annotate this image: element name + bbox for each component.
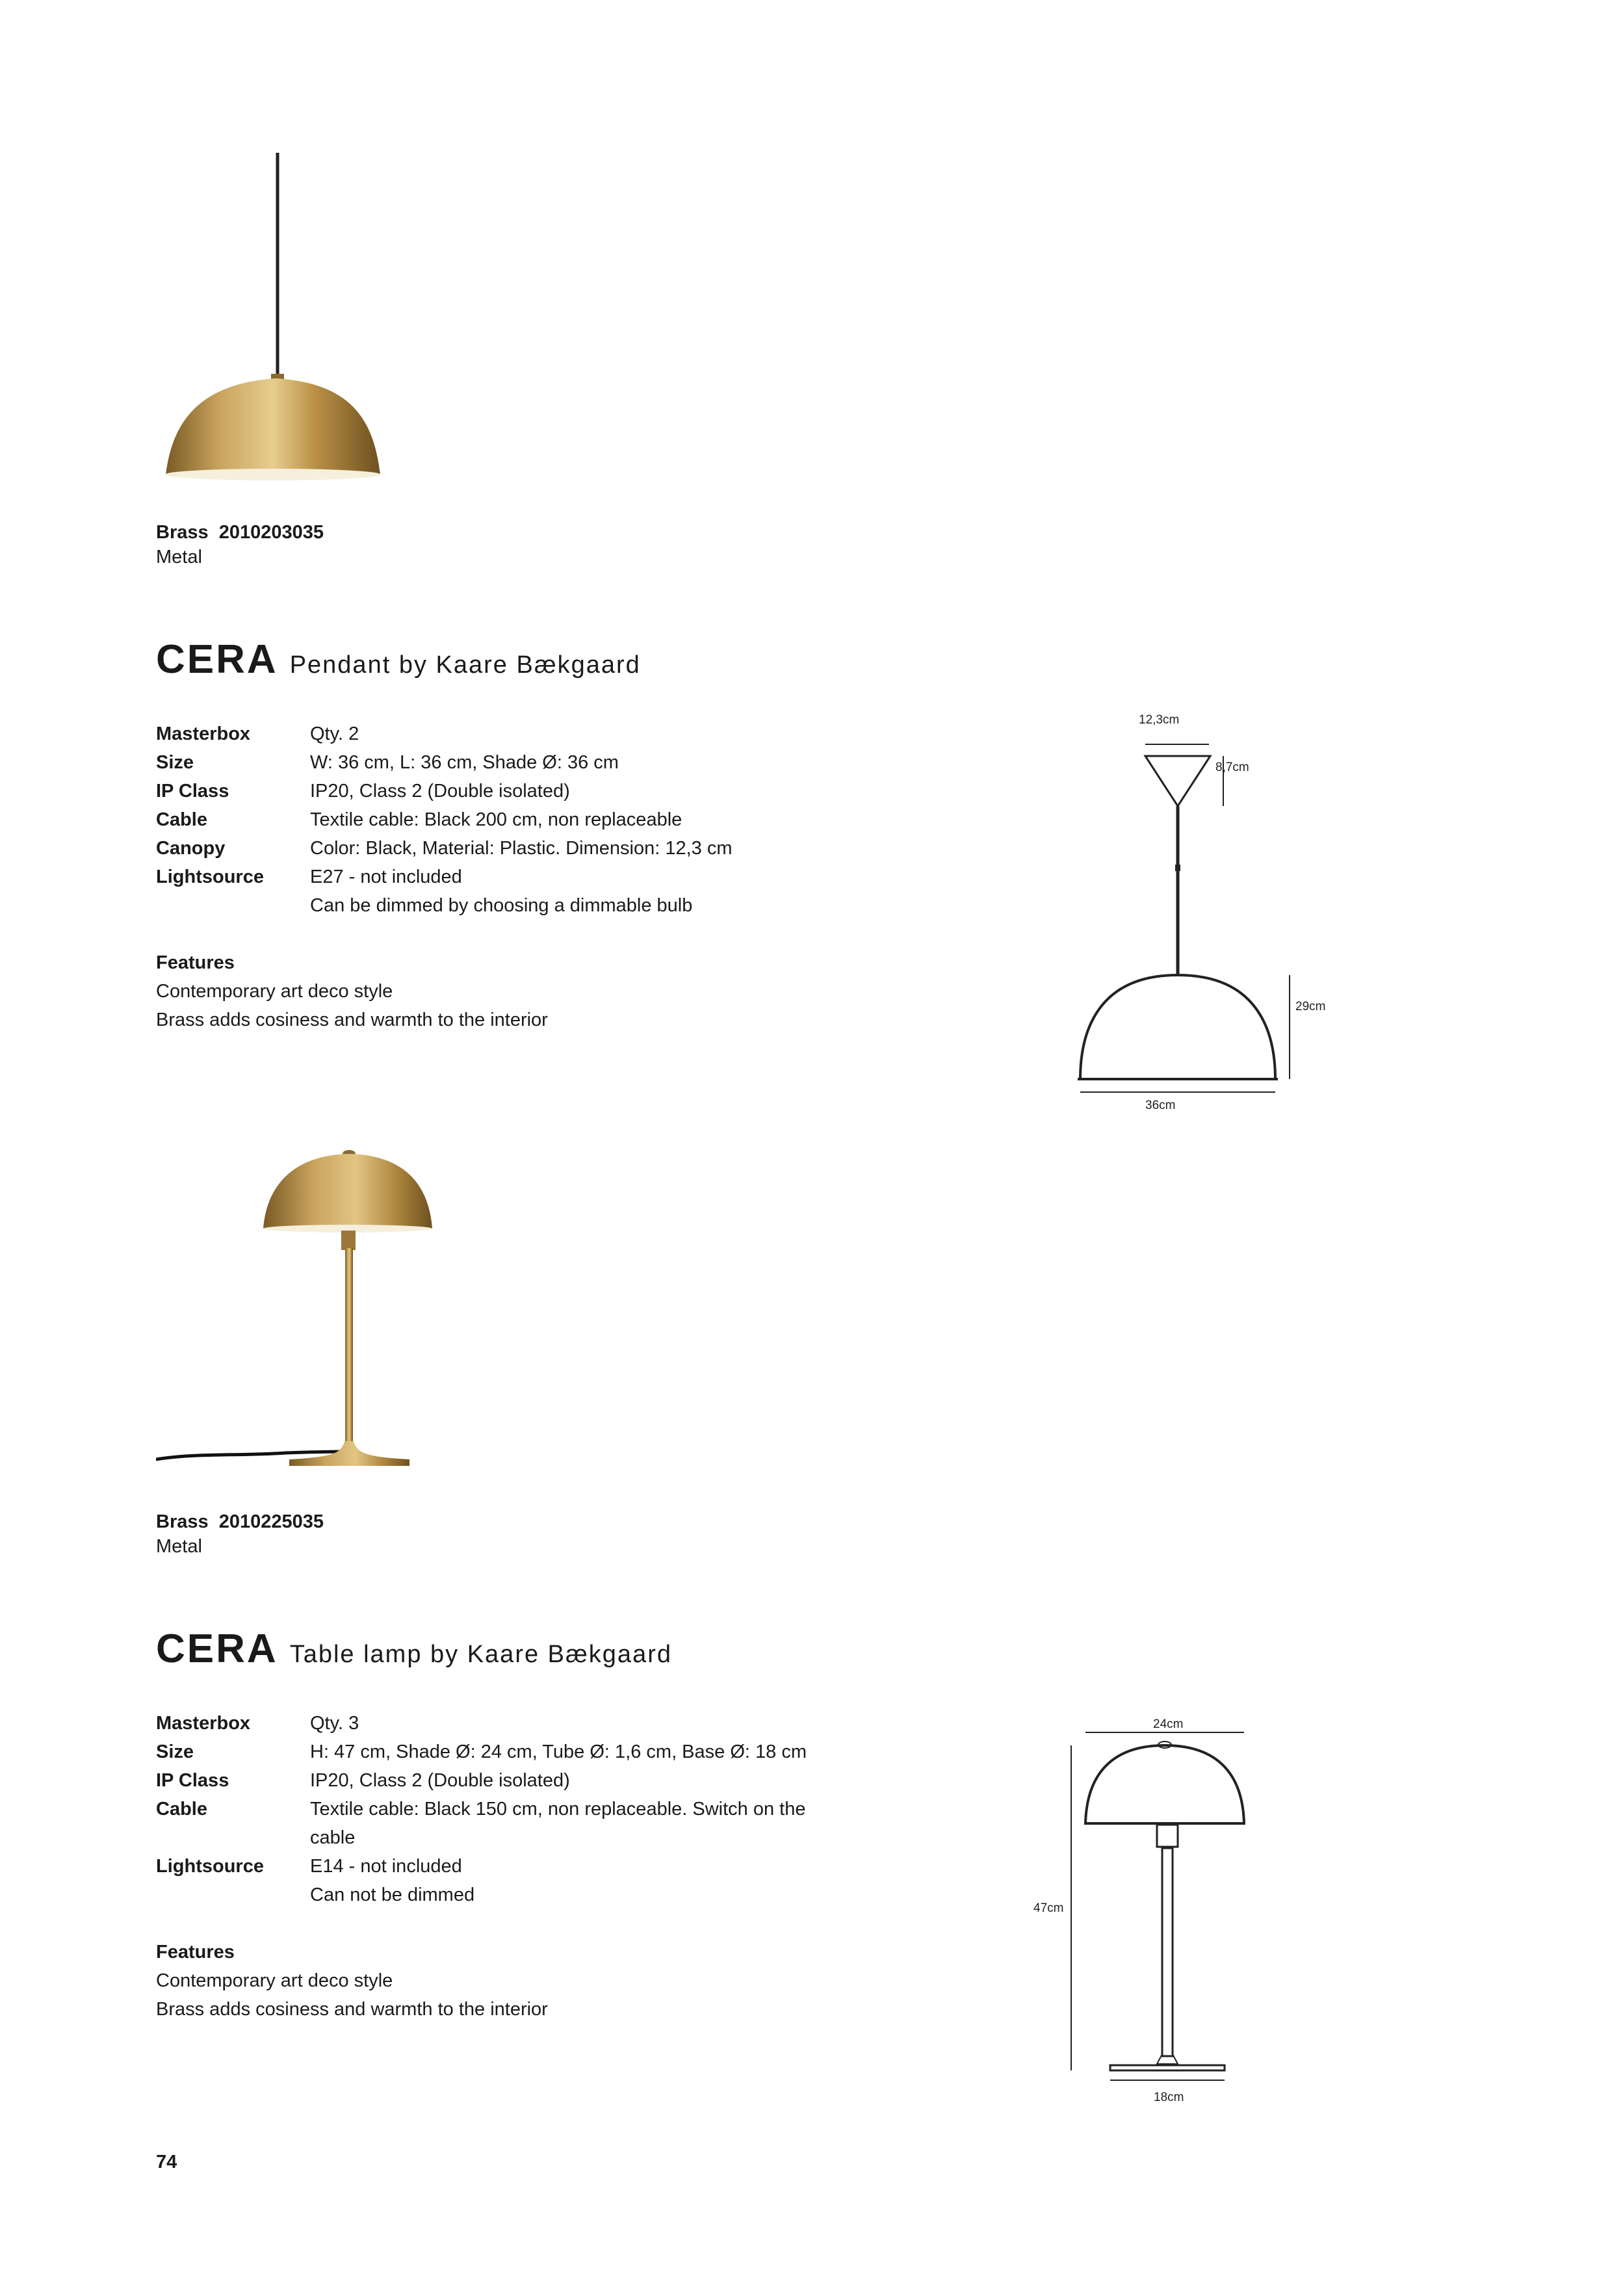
spec-value: Can not be dimmed xyxy=(310,1885,475,1905)
pendant-product-name: CERA xyxy=(156,637,278,682)
spec-value: Color: Black, Material: Plastic. Dimension: 12,3 cm xyxy=(310,838,733,859)
table-title xyxy=(156,1626,672,1677)
feature-item: Brass adds cosiness and warmth to the interior xyxy=(156,1999,548,2020)
pendant-variant-material: Metal xyxy=(156,547,202,567)
features-heading: Features xyxy=(156,1942,235,1963)
spec-value: E27 - not included xyxy=(310,867,462,887)
pendant-variant-color: Brass xyxy=(156,522,209,543)
feature-item: Contemporary art deco style xyxy=(156,981,393,1002)
spec-label: Cable xyxy=(156,809,207,830)
spec-label: Size xyxy=(156,1742,194,1762)
pendant-title xyxy=(156,637,641,688)
spec-value: Textile cable: Black 150 cm, non replaceable. Switch on the cable xyxy=(310,1799,806,1848)
dim-canopy-height: 8,7cm xyxy=(1215,761,1249,774)
table-variant xyxy=(156,1509,324,1559)
table-product-subtitle: Table lamp by Kaare Bækgaard xyxy=(289,1641,672,1668)
page-number: 74 xyxy=(156,2152,177,2172)
pendant-features xyxy=(156,948,548,1034)
table-variant-code: 2010225035 xyxy=(218,1511,324,1532)
spec-label: Lightsource xyxy=(156,867,264,887)
table-lamp-product-photo xyxy=(156,1141,442,1492)
spec-label: Masterbox xyxy=(156,1713,251,1734)
spec-label: Lightsource xyxy=(156,1856,264,1877)
pendant-technical-drawing xyxy=(1059,715,1345,1118)
pendant-product-photo xyxy=(159,150,439,494)
spec-value: Can be dimmed by choosing a dimmable bulb xyxy=(310,895,693,916)
pendant-variant-code: 2010203035 xyxy=(218,522,324,543)
pendant-spec-table xyxy=(156,720,871,928)
spec-value: H: 47 cm, Shade Ø: 24 cm, Tube Ø: 1,6 cm, Base Ø: 18 cm xyxy=(310,1742,807,1762)
spec-value: Qty. 2 xyxy=(310,724,359,744)
spec-label: Size xyxy=(156,752,194,773)
pendant-product-subtitle: Pendant by Kaare Bækgaard xyxy=(289,651,641,679)
table-product-name: CERA xyxy=(156,1626,278,1671)
table-lamp-technical-drawing xyxy=(1040,1716,1287,2100)
spec-label: Canopy xyxy=(156,838,226,859)
table-variant-material: Metal xyxy=(156,1536,202,1557)
dim-table-base-width: 18cm xyxy=(1154,2091,1184,2104)
table-features xyxy=(156,1938,548,2024)
spec-value: W: 36 cm, L: 36 cm, Shade Ø: 36 cm xyxy=(310,752,619,773)
spec-label: Cable xyxy=(156,1799,207,1820)
table-variant-color: Brass xyxy=(156,1511,209,1532)
dim-shade-width: 36cm xyxy=(1145,1099,1176,1112)
table-spec-table xyxy=(156,1709,871,1904)
spec-value: E14 - not included xyxy=(310,1856,462,1877)
pendant-variant xyxy=(156,520,324,569)
dim-table-shade-width: 24cm xyxy=(1153,1717,1184,1731)
spec-label: Masterbox xyxy=(156,724,251,744)
dim-table-height: 47cm xyxy=(1033,1901,1064,1915)
feature-item: Brass adds cosiness and warmth to the interior xyxy=(156,1010,548,1030)
feature-item: Contemporary art deco style xyxy=(156,1970,393,1991)
spec-label: IP Class xyxy=(156,781,229,802)
dim-shade-height: 29cm xyxy=(1295,1000,1326,1013)
spec-value: Textile cable: Black 200 cm, non replaceable xyxy=(310,809,682,830)
spec-label: IP Class xyxy=(156,1770,229,1791)
features-heading: Features xyxy=(156,952,235,973)
spec-value: IP20, Class 2 (Double isolated) xyxy=(310,1770,570,1791)
spec-value: Qty. 3 xyxy=(310,1713,359,1734)
dim-canopy-width: 12,3cm xyxy=(1139,713,1180,727)
spec-value: IP20, Class 2 (Double isolated) xyxy=(310,781,570,802)
